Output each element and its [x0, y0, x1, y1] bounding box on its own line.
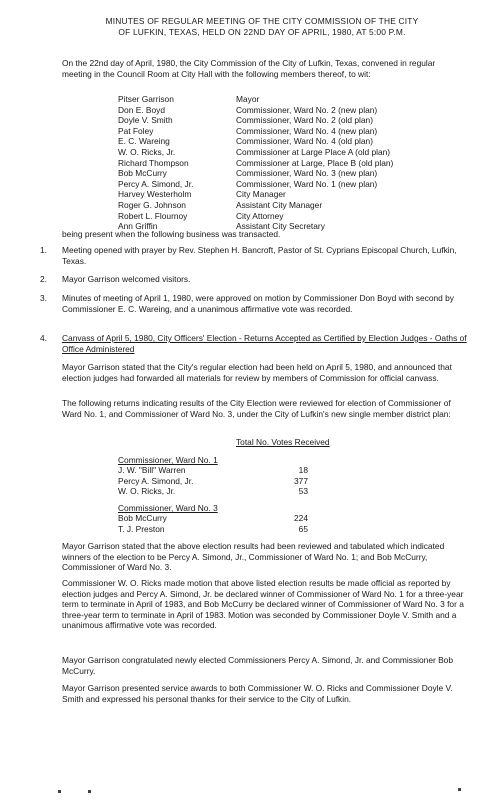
- paragraph-election-held: Mayor Garrison stated that the City's regular election had been held on April 5, 1980, and announced that election judges had forwarded all materials for review by members of Commission for official canvass.: [62, 362, 452, 383]
- scan-speck: [458, 788, 461, 791]
- member-name: Roger G. Johnson: [118, 199, 186, 210]
- member-row: [118, 168, 438, 179]
- member-role: City Manager: [236, 189, 286, 200]
- member-role: Commissioner, Ward No. 4 (new plan): [236, 125, 378, 136]
- candidate-name: T. J. Preston: [118, 523, 165, 534]
- candidate-name: Bob McCurry: [118, 513, 167, 524]
- candidate-name: J. W. "Bill" Warren: [118, 465, 186, 476]
- member-name: Pat Foley: [118, 125, 154, 136]
- member-name: Bob McCurry: [118, 168, 167, 179]
- table-row: [118, 465, 318, 475]
- vote-count: 65: [298, 523, 308, 534]
- member-row: [118, 179, 438, 190]
- vote-count: 53: [298, 486, 308, 497]
- member-role: Commissioner, Ward No. 3 (new plan): [236, 168, 378, 179]
- table-row: [118, 476, 318, 486]
- member-row: [118, 105, 438, 116]
- agenda-item-2: [40, 274, 470, 285]
- member-role: Commissioner at Large, Place B (old plan): [236, 157, 394, 168]
- scan-speck: [88, 790, 91, 793]
- title-line-2: OF LUFKIN, TEXAS, HELD ON 22ND DAY OF APRIL, 1980, AT 5:00 P.M.: [118, 26, 406, 37]
- paragraph-congratulations: Mayor Garrison congratulated newly elected Commissioners Percy A. Simond, Jr. and Commissioner Bob McCurry.: [62, 655, 453, 676]
- member-name: E. C. Wareing: [118, 136, 170, 147]
- member-name: Ann Griffin: [118, 221, 158, 232]
- member-role: Assistant City Secretary: [236, 221, 325, 232]
- agenda-item-3: [40, 293, 470, 314]
- vote-count: 18: [298, 465, 308, 476]
- paragraph-service-awards: Mayor Garrison presented service awards to both Commissioner W. O. Ricks and Commissioner Doyle V. Smith and expressed his personal thanks for their service to the City of Lufkin.: [62, 683, 453, 704]
- member-name: Don E. Boyd: [118, 104, 166, 115]
- member-name: Robert L. Flournoy: [118, 210, 188, 221]
- agenda-item-4: [40, 333, 470, 354]
- member-row: [118, 94, 438, 105]
- paragraph-returns: The following returns indicating results of the City Election were reviewed for election of Commissioner of Ward No. 1, and Commissioner of Ward No. 3, under the City of Lufkin's new single member district plan:: [62, 398, 451, 419]
- scan-speck: [58, 790, 61, 793]
- member-row: [118, 189, 438, 200]
- member-row: [118, 115, 438, 126]
- member-name: Percy A. Simond, Jr.: [118, 178, 194, 189]
- title-line-1: MINUTES OF REGULAR MEETING OF THE CITY COMMISSION OF THE CITY: [105, 16, 419, 26]
- item-number: 2.: [40, 274, 47, 284]
- paragraph-results-reviewed: Mayor Garrison stated that the above election results had been reviewed and tabulated which indicated winners of the election to be Percy A. Simond, Jr., Commissioner of Ward No. 1; and Bob McCurry, Commissioner of Ward No. 3.: [62, 541, 445, 573]
- item-heading: Canvass of April 5, 1980, City Officers' Election - Returns Accepted as Certified by Election Judges - Oaths of Office Administered: [62, 333, 467, 354]
- paragraph-motion: Commissioner W. O. Ricks made motion that above listed election results be made official as reported by election judges and Percy A. Simond, Jr. be declared winner of Commissioner of Ward No. 1 for a three-year term to terminate in April of 1983, and Bob McCurry be declared winner of Commissioner of Ward No. 3 for a three-year term to terminate in April of 1983. Motion was seconded by Commissioner Doyle V. Smith and a unanimous affirmative vote was recorded.: [62, 578, 464, 631]
- member-name: Doyle V. Smith: [118, 115, 173, 126]
- member-name: W. O. Ricks, Jr.: [118, 146, 176, 157]
- member-role: Commissioner at Large Place A (old plan): [236, 146, 391, 157]
- minutes-title: [62, 16, 462, 37]
- member-role: Commissioner, Ward No. 1 (new plan): [236, 178, 378, 189]
- table-row: [118, 524, 318, 534]
- candidate-name: Percy A. Simond, Jr.: [118, 475, 194, 486]
- table-row: [118, 513, 318, 523]
- member-name: Richard Thompson: [118, 157, 189, 168]
- agenda-item-1: [40, 245, 470, 266]
- member-row: [118, 200, 438, 211]
- being-present-line: being present when the following business was transacted.: [62, 229, 281, 239]
- member-role: Commissioner, Ward No. 4 (old plan): [236, 136, 373, 147]
- member-row: [118, 158, 438, 169]
- member-row: [118, 147, 438, 158]
- vote-count: 224: [294, 513, 308, 524]
- ward3-label: Commissioner, Ward No. 3: [118, 503, 218, 513]
- member-role: City Attorney: [236, 210, 284, 221]
- table-row: [118, 486, 318, 496]
- item-text: Minutes of meeting of April 1, 1980, were approved on motion by Commissioner Don Boyd with second by Commissioner E. C. Wareing, and a unanimous affirmative vote was recorded.: [62, 293, 454, 314]
- member-role: Commissioner, Ward No. 2 (old plan): [236, 115, 373, 126]
- vote-count: 377: [294, 475, 308, 486]
- member-role: Assistant City Manager: [236, 199, 323, 210]
- item-text: Mayor Garrison welcomed visitors.: [62, 274, 191, 284]
- member-row: [118, 126, 438, 137]
- item-number: 1.: [40, 245, 47, 255]
- candidate-name: W. O. Ricks, Jr.: [118, 486, 176, 497]
- item-text: Meeting opened with prayer by Rev. Stephen H. Bancroft, Pastor of St. Cyprians Episcopal Church, Lufkin, Texas.: [62, 245, 457, 266]
- intro-paragraph: On the 22nd day of April, 1980, the City Commission of the City of Lufkin, Texas, convened in regular meeting in the Council Room at City Hall with the following members thereof, to wit:: [62, 58, 436, 79]
- item-number: 4.: [40, 333, 47, 343]
- member-row: [118, 211, 438, 222]
- votes-column-header: Total No. Votes Received: [236, 437, 330, 447]
- ward1-results: [118, 455, 318, 497]
- members-table: [118, 94, 438, 232]
- member-row: [118, 136, 438, 147]
- member-name: Pitser Garrison: [118, 94, 174, 104]
- member-role: Mayor: [236, 94, 260, 104]
- member-role: Commissioner, Ward No. 2 (new plan): [236, 104, 378, 115]
- ward1-label: Commissioner, Ward No. 1: [118, 455, 218, 465]
- member-name: Harvey Westerholm: [118, 189, 192, 200]
- item-number: 3.: [40, 293, 47, 303]
- ward3-results: [118, 503, 318, 534]
